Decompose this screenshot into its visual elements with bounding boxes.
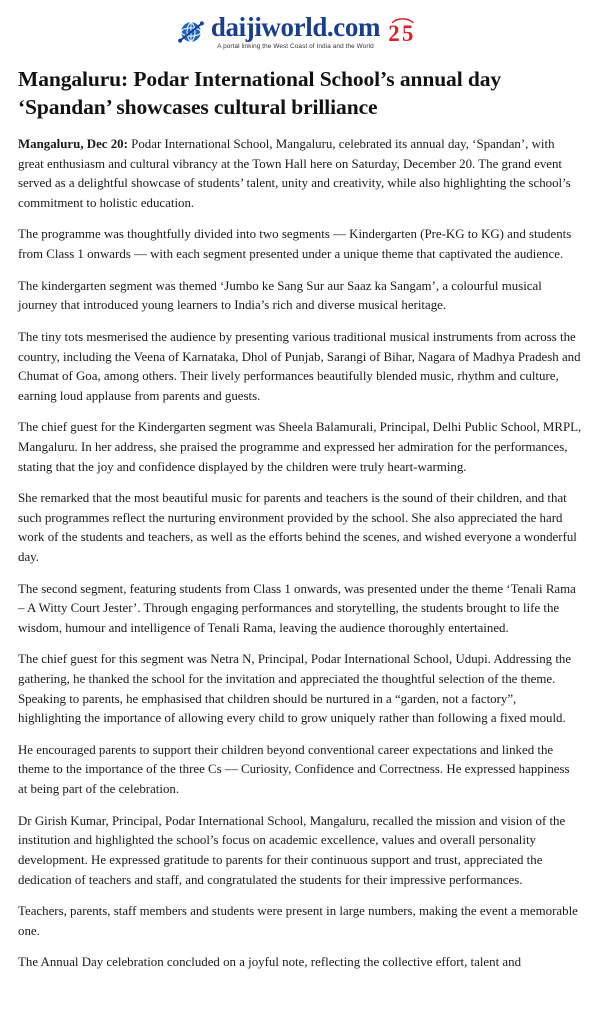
paragraph: He encouraged parents to support their children beyond conventional career expectations and linked the theme to the importance of the three Cs — Curiosity, Confidence and Correctness. He expressed happiness at being part of the celebration.	[18, 742, 570, 797]
dateline: Mangaluru, Dec 20:	[18, 137, 128, 152]
globe-icon	[176, 17, 206, 47]
site-masthead	[18, 0, 582, 56]
brand-block	[210, 11, 381, 50]
svg-text:2: 2	[388, 21, 400, 47]
paragraph: The kindergarten segment was themed ‘Jumbo ke Sang Sur aur Saaz ka Sangam’, a colourful musical journey that introduced young learners to India’s rich and diverse musical heritage.	[18, 278, 542, 313]
page-title: Mangaluru: Podar International School’s annual day ‘Spandan’ showcases cultural brilliance	[18, 67, 502, 119]
paragraph: The chief guest for this segment was Netra N, Principal, Podar International School, Udupi. Addressing the gathering, he thanked the school for the invitation and appreciated the thoughtful selection of the theme. Speaking to parents, he emphasised that children should be nurtured in a “garden, not a factory”, highlighting the importance of allowing every child to grow uniquely rather than following a fixed mould.	[18, 652, 572, 726]
paragraph-lead	[18, 135, 582, 213]
site-logo[interactable]	[176, 11, 381, 50]
paragraph: She remarked that the most beautiful music for parents and teachers is the sound of their children, and that such programmes reflect the nurturing environment provided by the school. She also appreciated the hard work of the students and teachers, as well as the efforts behind the scenes, and wished everyone a wonderful day.	[18, 491, 577, 564]
brand-name: daijiworld.com	[210, 11, 381, 42]
svg-text:5: 5	[402, 21, 414, 47]
paragraph: Teachers, parents, staff members and students were present in large numbers, making the event a memorable one.	[18, 904, 578, 938]
article-body	[18, 135, 582, 973]
paragraph: The programme was thoughtfully divided into two segments — Kindergarten (Pre-KG to KG) and students from Class 1 onwards — with each segment presented under a unique theme that captivated the audience.	[18, 227, 572, 262]
paragraph-text: Podar International School, Mangaluru, celebrated its annual day, ‘Spandan’, with great enthusiasm and cultural vibrancy at the Town Hall here on Saturday, December 20. The grand event served as a delightful showcase of students’ talent, unity and creativity, while also highlighting the school’s commitment to holistic education.	[18, 137, 571, 210]
anniversary-25-icon	[386, 15, 424, 49]
paragraph: The Annual Day celebration concluded on a joyful note, reflecting the collective effort, talent and	[18, 955, 522, 970]
paragraph: The tiny tots mesmerised the audience by presenting various traditional musical instruments from across the country, including the Veena of Karnataka, Dhol of Punjab, Sarangi of Bihar, Nagara of Madhya Pradesh and Chumat of Goa, among others. Their lively performances beautifully blended music, rhythm and culture, earning loud applause from parents and guests.	[18, 329, 581, 403]
brand-tagline: A portal linking the West Coast of India and the World	[217, 42, 374, 50]
paragraph: The second segment, featuring students from Class 1 onwards, was presented under the theme ‘Tenali Rama – A Witty Court Jester’. Through engaging performances and storytelling, the students brought to life the wisdom, humour and intelligence of Tenali Rama, leaving the audience thoroughly entertained.	[18, 581, 576, 635]
paragraph: Dr Girish Kumar, Principal, Podar International School, Mangaluru, recalled the mission and vision of the institution and highlighted the school’s focus on academic excellence, values and overall personality development. He expressed gratitude to parents for their continuous support and trust, appreciated the dedication of teachers and staff, and congratulated the students for their impressive performances.	[18, 813, 566, 887]
paragraph: The chief guest for the Kindergarten segment was Sheela Balamurali, Principal, Delhi Public School, MRPL, Mangaluru. In her address, she praised the programme and expressed her admiration for the performances, stating that the joy and confidence displayed by the children were truly heart-warming.	[18, 420, 582, 474]
